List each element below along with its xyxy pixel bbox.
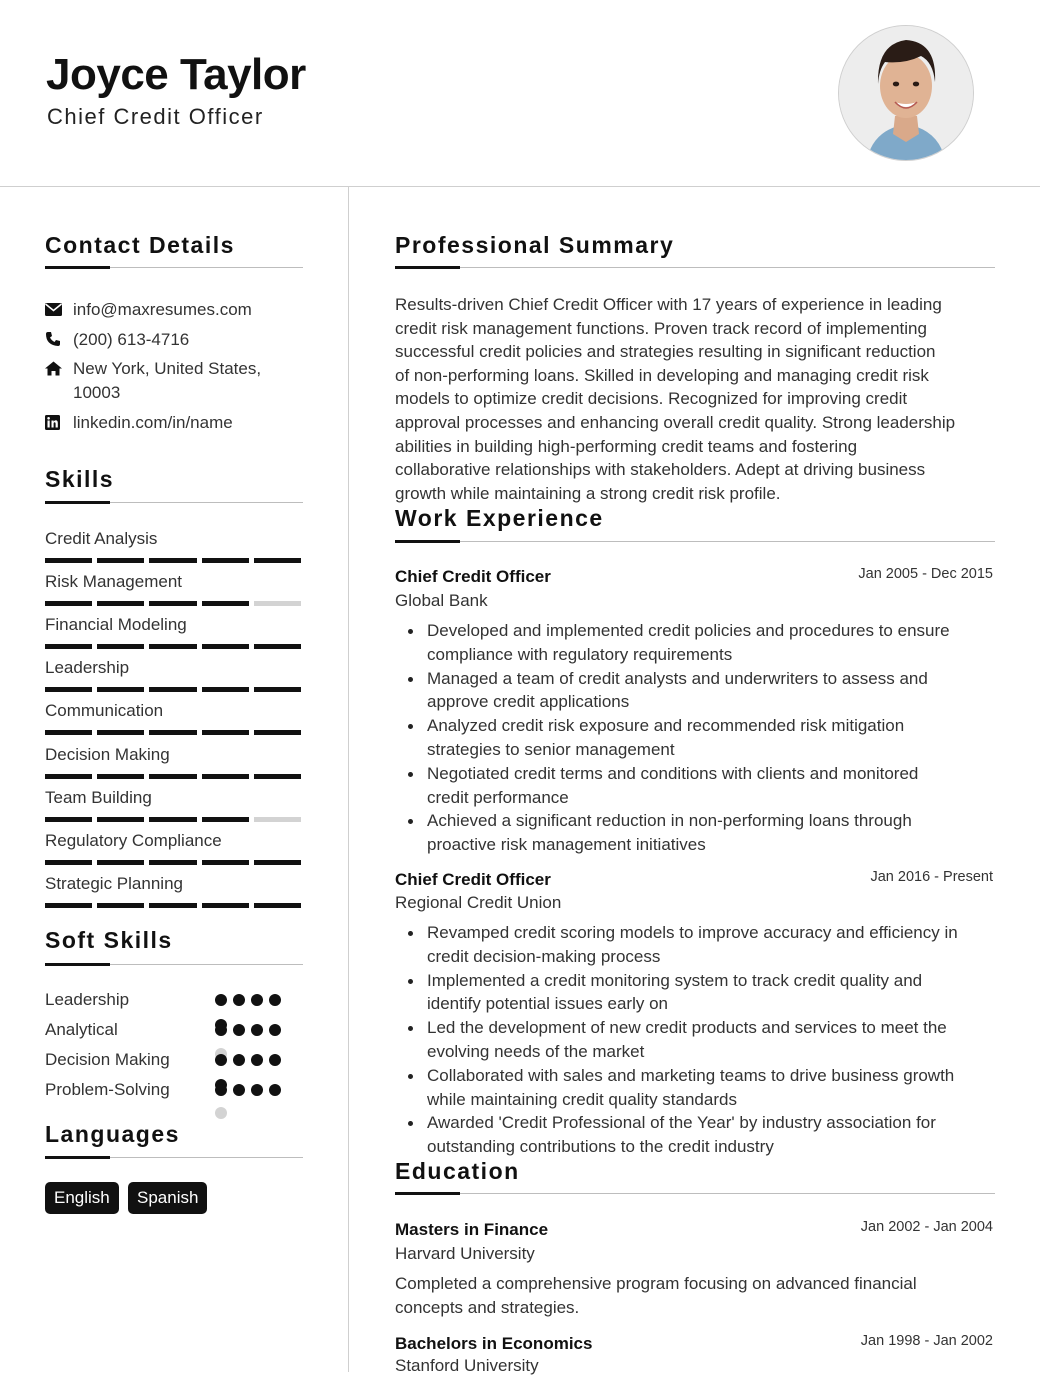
skill-label: Strategic Planning	[45, 874, 183, 893]
soft-skills-heading: Soft Skills	[45, 927, 173, 953]
soft-skills-accent	[45, 963, 110, 966]
summary-line: abilities in building high-performing credit teams and fostering	[395, 436, 858, 456]
language-chip-english: English	[45, 1182, 119, 1214]
skill-level-segment	[97, 644, 144, 649]
skill-level-segment	[202, 730, 249, 735]
skill-level-segment	[149, 903, 196, 908]
summary-line: models to optimize credit decisions. Recognized for improving credit	[395, 389, 908, 409]
skill-label: Team Building	[45, 788, 152, 807]
job-date: Jan 2005 - Dec 2015	[858, 566, 993, 582]
contact-address	[45, 357, 261, 405]
soft-skill-label: Problem-Solving	[45, 1080, 170, 1099]
skill-level-segment	[254, 817, 301, 822]
education-description: Completed a comprehensive program focusing on advanced financial concepts and strategies.	[395, 1274, 917, 1317]
summary-text	[395, 293, 995, 505]
summary-line: collaborative relationships with stakeholders. Adept at driving business	[395, 460, 926, 480]
experience-heading: Work Experience	[395, 505, 604, 531]
email-text: info@maxresumes.com	[73, 300, 252, 319]
skill-level-segment	[202, 687, 249, 692]
education-heading: Education	[395, 1158, 520, 1184]
contact-email[interactable]	[45, 298, 252, 322]
skill-level-bar	[45, 860, 301, 865]
rating-dot	[215, 1054, 227, 1066]
skill-level-segment	[254, 903, 301, 908]
job-bullet: Revamped credit scoring models to improve accuracy and efficiency in credit decision-making process	[395, 921, 995, 969]
rating-dot	[251, 1024, 263, 1036]
skill-level-segment	[149, 644, 196, 649]
skill-level-bar	[45, 558, 301, 563]
rating-dot	[233, 1054, 245, 1066]
job-bullets	[395, 921, 995, 1159]
skill-level-segment	[202, 558, 249, 563]
rating-dot	[215, 1024, 227, 1036]
skill-level-segment	[202, 601, 249, 606]
skill-level-segment	[254, 687, 301, 692]
skills-accent	[45, 501, 110, 504]
experience-divider	[395, 541, 995, 542]
skill-level-segment	[45, 817, 92, 822]
rating-dot	[269, 1024, 281, 1036]
skills-heading: Skills	[45, 466, 115, 492]
school-name: Stanford University	[395, 1356, 539, 1375]
job-bullet: Collaborated with sales and marketing teams to drive business growth while maintaining credit quality standards	[395, 1064, 995, 1112]
address-line-2: 10003	[73, 383, 121, 402]
languages-heading: Languages	[45, 1121, 180, 1147]
skill-level-segment	[202, 774, 249, 779]
soft-skill-label: Leadership	[45, 990, 130, 1009]
job-organization: Global Bank	[395, 591, 488, 610]
skill-level-segment	[45, 687, 92, 692]
candidate-title: Chief Credit Officer	[47, 104, 264, 129]
rating-dot	[233, 994, 245, 1006]
summary-line: Results-driven Chief Credit Officer with 17 years of experience in leading	[395, 295, 942, 314]
column-divider	[348, 187, 349, 1372]
skill-label: Credit Analysis	[45, 529, 158, 548]
contact-phone[interactable]	[45, 328, 189, 352]
education-accent	[395, 1192, 460, 1195]
skill-level-segment	[254, 860, 301, 865]
skill-level-segment	[149, 558, 196, 563]
rating-dot	[215, 1084, 227, 1096]
skill-level-bar	[45, 903, 301, 908]
skill-level-segment	[149, 817, 196, 822]
skill-level-segment	[45, 774, 92, 779]
job-title: Chief Credit Officer	[395, 567, 551, 586]
job-bullet: Awarded 'Credit Professional of the Year' by industry association for outstanding contributions to the credit industry	[395, 1111, 995, 1159]
skill-level-segment	[97, 774, 144, 779]
skill-level-segment	[45, 903, 92, 908]
skill-level-segment	[97, 860, 144, 865]
school-name: Harvard University	[395, 1244, 535, 1263]
skill-level-segment	[149, 601, 196, 606]
rating-dot	[215, 1107, 227, 1119]
portrait-image	[839, 26, 973, 160]
soft-skill-label: Decision Making	[45, 1050, 170, 1069]
skill-level-bar	[45, 817, 301, 822]
skill-label: Decision Making	[45, 745, 170, 764]
skill-level-segment	[45, 558, 92, 563]
soft-skill-label: Analytical	[45, 1020, 118, 1039]
skill-label: Financial Modeling	[45, 615, 187, 634]
skill-level-segment	[254, 644, 301, 649]
skill-level-bar	[45, 774, 301, 779]
skill-level-segment	[202, 817, 249, 822]
skill-label: Risk Management	[45, 572, 183, 591]
skill-level-segment	[97, 601, 144, 606]
education-divider	[395, 1193, 995, 1194]
rating-dot	[215, 994, 227, 1006]
rating-dot	[233, 1024, 245, 1036]
skill-level-bar	[45, 687, 301, 692]
rating-dot	[251, 1054, 263, 1066]
rating-dot	[269, 1084, 281, 1096]
contact-heading: Contact Details	[45, 232, 235, 258]
summary-line: growth while maintaining a strong credit risk profile.	[395, 483, 781, 503]
skill-level-segment	[45, 601, 92, 606]
rating-dot	[269, 994, 281, 1006]
job-bullet: Analyzed credit risk exposure and recommended risk mitigation strategies to senior management	[395, 714, 995, 762]
profile-photo	[838, 25, 974, 161]
phone-icon	[45, 328, 73, 350]
home-icon	[45, 357, 73, 379]
skill-level-segment	[45, 860, 92, 865]
summary-accent	[395, 266, 460, 269]
summary-divider	[395, 267, 995, 268]
contact-accent	[45, 266, 110, 269]
summary-line: of non-performing loans. Skilled in developing and managing credit risk	[395, 365, 929, 385]
skill-level-segment	[97, 903, 144, 908]
job-title: Chief Credit Officer	[395, 870, 551, 889]
summary-line: credit risk management functions. Proven track record of implementing	[395, 318, 927, 338]
rating-dot	[233, 1084, 245, 1096]
skill-level-segment	[97, 558, 144, 563]
address-line-1: New York, United States,	[73, 359, 262, 378]
summary-line: approval processes and enhancing overall credit quality. Strong leadership	[395, 412, 956, 432]
rating-dot	[251, 1084, 263, 1096]
experience-accent	[395, 540, 460, 543]
skill-level-segment	[202, 644, 249, 649]
skill-level-segment	[254, 558, 301, 563]
skill-label: Leadership	[45, 658, 130, 677]
skill-level-segment	[149, 687, 196, 692]
job-bullet: Implemented a credit monitoring system to track credit quality and identify potential issues early on	[395, 969, 995, 1017]
skill-label: Communication	[45, 701, 164, 720]
skill-level-bar	[45, 730, 301, 735]
summary-line: successful credit policies and strategies resulting in significant reduction	[395, 342, 936, 362]
skill-level-segment	[254, 730, 301, 735]
linkedin-icon	[45, 411, 73, 433]
skill-level-segment	[149, 730, 196, 735]
education-date: Jan 1998 - Jan 2002	[860, 1333, 993, 1349]
job-bullet: Developed and implemented credit policies and procedures to ensure compliance with regulatory requirements	[395, 619, 995, 667]
skill-label: Regulatory Compliance	[45, 831, 222, 850]
skill-level-segment	[97, 687, 144, 692]
job-bullet: Negotiated credit terms and conditions with clients and monitored credit performance	[395, 762, 995, 810]
candidate-name: Joyce Taylor	[46, 50, 306, 99]
job-bullet: Achieved a significant reduction in non-performing loans through proactive risk management initiatives	[395, 809, 995, 857]
job-organization: Regional Credit Union	[395, 893, 562, 912]
skill-level-segment	[45, 730, 92, 735]
summary-heading: Professional Summary	[395, 232, 675, 258]
envelope-icon	[45, 298, 73, 320]
skill-level-segment	[254, 601, 301, 606]
languages-accent	[45, 1156, 110, 1159]
skill-level-segment	[149, 774, 196, 779]
job-bullet: Managed a team of credit analysts and underwriters to assess and approve credit applications	[395, 667, 995, 715]
education-date: Jan 2002 - Jan 2004	[860, 1219, 993, 1235]
phone-text: (200) 613-4716	[73, 330, 190, 349]
degree-title: Masters in Finance	[395, 1220, 549, 1239]
skill-level-bar	[45, 644, 301, 649]
skill-level-segment	[45, 644, 92, 649]
job-bullets	[395, 619, 995, 857]
linkedin-text: linkedin.com/in/name	[73, 413, 233, 432]
skill-level-segment	[202, 860, 249, 865]
job-bullet: Led the development of new credit products and services to meet the evolving needs of the market	[395, 1016, 995, 1064]
skill-level-segment	[97, 817, 144, 822]
resume-header	[0, 0, 1040, 187]
contact-linkedin[interactable]	[45, 411, 233, 435]
rating-dot	[251, 994, 263, 1006]
skill-level-bar	[45, 601, 301, 606]
rating-dot	[269, 1054, 281, 1066]
job-date: Jan 2016 - Present	[870, 869, 993, 885]
skill-level-segment	[97, 730, 144, 735]
degree-title: Bachelors in Economics	[395, 1334, 593, 1353]
skill-level-segment	[254, 774, 301, 779]
language-chip-spanish: Spanish	[128, 1182, 207, 1214]
skill-level-segment	[149, 860, 196, 865]
skill-level-segment	[202, 903, 249, 908]
